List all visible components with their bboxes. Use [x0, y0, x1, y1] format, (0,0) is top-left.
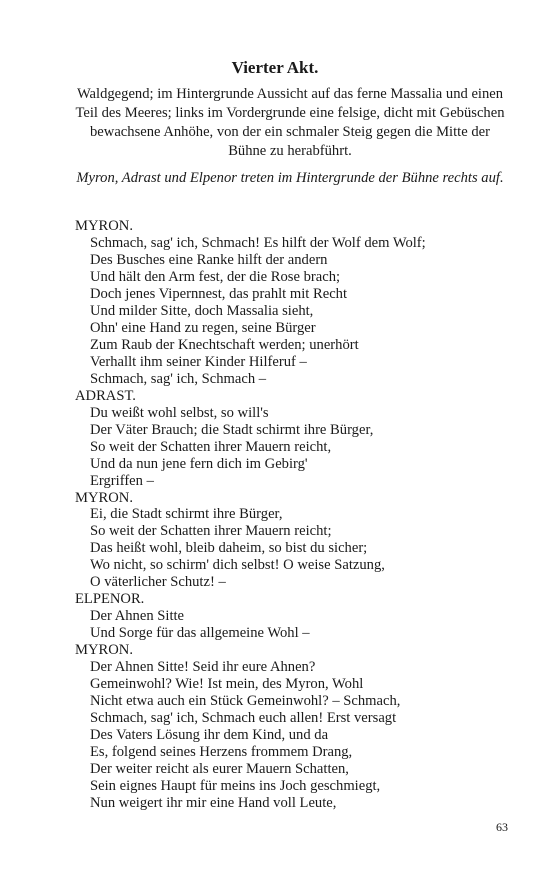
verse-line: O väterlicher Schutz! –	[90, 574, 226, 591]
verse-line: Gemeinwohl? Wie! Ist mein, des Myron, Wohl	[90, 676, 364, 693]
setting-description: Waldgegend; im Hintergrunde Aussicht auf das ferne Massalia und einen Teil des Meeres; links im Vordergrunde eine felsige, dicht mit Gebüschen bewachsene Anhöhe, von der ein schmaler Steig gegen die Mitte der Bühne zu herabführt.	[75, 86, 505, 159]
verse-line: Ei, die Stadt schirmt ihre Bürger,	[90, 506, 283, 523]
dialogue-block	[75, 218, 515, 812]
verse-line: Du weißt wohl selbst, so will's	[90, 404, 269, 421]
verse-line: Der Ahnen Sitte	[90, 608, 185, 625]
verse-line: Und da nun jene fern dich im Gebirg'	[90, 455, 308, 472]
verse-line: Wo nicht, so schirm' dich selbst! O weise Satzung,	[90, 557, 385, 574]
act-title: Vierter Akt.	[231, 58, 319, 77]
verse-line: Doch jenes Vipernnest, das prahlt mit Recht	[90, 285, 348, 302]
speaker-name: ELPENOR.	[75, 591, 145, 608]
verse-line: Und Sorge für das allgemeine Wohl –	[90, 625, 310, 642]
verse-line: Ohn' eine Hand zu regen, seine Bürger	[90, 319, 316, 336]
verse-line: Schmach, sag' ich, Schmach! Es hilft der Wolf dem Wolf;	[90, 234, 426, 251]
verse-line: Der Väter Brauch; die Stadt schirmt ihre Bürger,	[90, 421, 374, 438]
verse-line: Des Busches eine Ranke hilft der andern	[90, 251, 328, 268]
verse-line: Und hält den Arm fest, der die Rose brach;	[90, 268, 341, 285]
speaker-name: MYRON.	[75, 642, 133, 659]
page-number: 63	[496, 820, 508, 834]
verse-line: Schmach, sag' ich, Schmach –	[90, 370, 267, 387]
speaker-name: ADRAST.	[75, 387, 136, 404]
verse-line: Nicht etwa auch ein Stück Gemeinwohl? – Schmach,	[90, 693, 401, 710]
speaker-name: MYRON.	[75, 489, 133, 506]
stage-direction: Myron, Adrast und Elpenor treten im Hintergrunde der Bühne rechts auf.	[76, 170, 504, 186]
verse-line: Der Ahnen Sitte! Seid ihr eure Ahnen?	[90, 659, 316, 676]
verse-line: Und milder Sitte, doch Massalia sieht,	[90, 302, 314, 319]
verse-line: Sein eignes Haupt für meins ins Joch geschmiegt,	[90, 777, 381, 794]
verse-line: Der weiter reicht als eurer Mauern Schatten,	[90, 761, 349, 777]
verse-line: So weit der Schatten ihrer Mauern reicht,	[90, 438, 332, 455]
verse-line: Verhallt ihm seiner Kinder Hilferuf –	[90, 353, 307, 370]
verse-line: Zum Raub der Knechtschaft werden; unerhört	[90, 336, 359, 353]
verse-line: Schmach, sag' ich, Schmach euch allen! Erst versagt	[90, 710, 397, 727]
verse-line: So weit der Schatten ihrer Mauern reicht;	[90, 523, 332, 540]
verse-line: Des Vaters Lösung ihr dem Kind, und da	[90, 727, 329, 744]
verse-line: Das heißt wohl, bleib daheim, so bist du sicher;	[90, 540, 368, 557]
verse-line: Nun weigert ihr mir eine Hand voll Leute,	[90, 794, 337, 811]
verse-line: Es, folgend seines Herzens frommem Drang,	[90, 744, 353, 761]
verse-line: Ergriffen –	[90, 472, 154, 489]
speaker-name: MYRON.	[75, 218, 133, 234]
